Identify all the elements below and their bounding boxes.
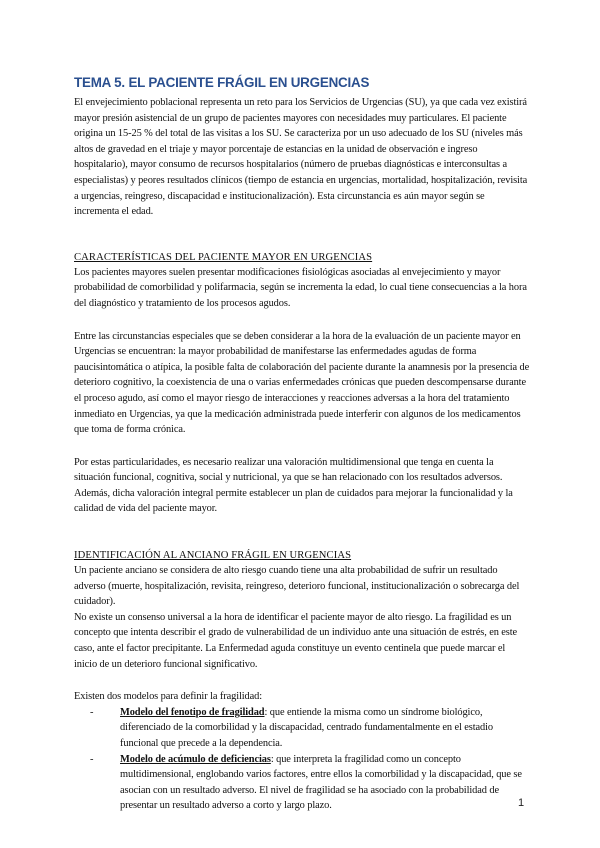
list-marker: - xyxy=(90,706,94,718)
list-item-text: : que interpreta la fragilidad como un concepto multidimensional, englobando varios factores, entre ellos la comorbilidad y la discapacidad, que se asocian con un resultado adverso. El nivel de fragilidad se ha asociado con la probabilidad de presentar un resultado adverso a corto y largo plazo. xyxy=(120,753,522,812)
list-item xyxy=(90,705,530,752)
intro-paragraph: El envejecimiento poblacional representa un reto para los Servicios de Urgencias (SU), ya que cada vez existirá mayor presión asistencial de un grupo de pacientes mayores con necesidades muy particulares. El paciente origina un 15-25 % del total de las visitas a los SU. Se caracteriza por un uso adecuado de los SU (niveles más altos de gravedad en el triaje y mayor porcentaje de estancias en la unidad de observación e ingreso hospitalario), mayor consumo de recursos hospitalarios (número de pruebas diagnósticas e interconsultas a especialistas) y peores resultados clínicos (tiempo de estancia en urgencias, mortalidad, hospitalización, revisita a urgencias, reingreso, discapacidad e institucionalización). Esta circunstancia es aún mayor según se incrementa el edad. xyxy=(74,97,528,218)
page-title: TEMA 5. EL PACIENTE FRÁGIL EN URGENCIAS xyxy=(74,75,370,90)
list-item-text: : que entiende la misma como un síndrome biológico, diferenciado de la comorbilidad y la discapacidad, centrado fundamentalmente en el estadio funcional que precede a la dependencia. xyxy=(120,706,493,749)
list-item xyxy=(90,752,530,814)
section-heading-caracteristicas: CARACTERÍSTICAS DEL PACIENTE MAYOR EN URGENCIAS xyxy=(74,251,373,263)
section2-paragraph-1: Un paciente anciano se considera de alto riesgo cuando tiene una alta probabilidad de sufrir un resultado adverso (muerte, hospitalización, revisita, reingreso, deterioro funcional, institucionalización o sobrecarga del cuidador). xyxy=(74,565,520,608)
page-content xyxy=(74,74,530,814)
section1-paragraph-2: Entre las circunstancias especiales que se deben considerar a la hora de la evaluación de un paciente mayor en Urgencias se encuentran: la mayor probabilidad de manifestarse las enfermedades agudas de forma paucisintomática o atípica, la posible falta de colaboración del paciente durante la anamnesis por la presencia de deterioro cognitivo, la coexistencia de una o varias enfermedades crónicas que pueden descompensarse durante el proceso agudo, así como el mayor riesgo de interacciones y reacciones adversas a la hora del tratamiento inmediato en Urgencias, ya que la medicación administrada puede interferir con algunos de los medicamentos que toma de forma crónica. xyxy=(74,330,530,436)
list-item-term: Modelo del fenotipo de fragilidad xyxy=(120,706,265,718)
section2-paragraph-2: No existe un consenso universal a la hora de identificar el paciente mayor de alto riesgo. La fragilidad es un concepto que intenta describir el grado de vulnerabilidad de un individuo ante una situación de estrés, en este caso, ante el factor precipitante. La Enfermedad aguda constituye un evento centinela que puede marcar el inicio de un deterioro funcional significativo. xyxy=(74,611,518,670)
list-item-term: Modelo de acúmulo de deficiencias xyxy=(120,753,271,765)
section1-paragraph-3: Por estas particularidades, es necesario realizar una valoración multidimensional que tenga en cuenta la situación funcional, cognitiva, social y nutricional, ya que se han relacionado con los resultados adversos. Además, dicha valoración integral permite establecer un plan de cuidados para mejorar la funcionalidad y la calidad de vida del paciente mayor. xyxy=(74,456,513,515)
section2-paragraph-3: Existen dos modelos para definir la fragilidad: xyxy=(74,691,263,703)
list-marker: - xyxy=(90,753,94,765)
section-heading-identificacion: IDENTIFICACIÓN AL ANCIANO FRÁGIL EN URGENCIAS xyxy=(74,550,352,562)
section1-paragraph-1: Los pacientes mayores suelen presentar modificaciones fisiológicas asociadas al envejecimiento y mayor probabilidad de comorbilidad y polifarmacia, según se incrementa la edad, lo cual tiene consecuencias a la hora del diagnóstico y tratamiento de los procesos agudos. xyxy=(74,266,527,309)
fragility-models-list xyxy=(74,705,530,814)
page-number: 1 xyxy=(518,797,525,809)
